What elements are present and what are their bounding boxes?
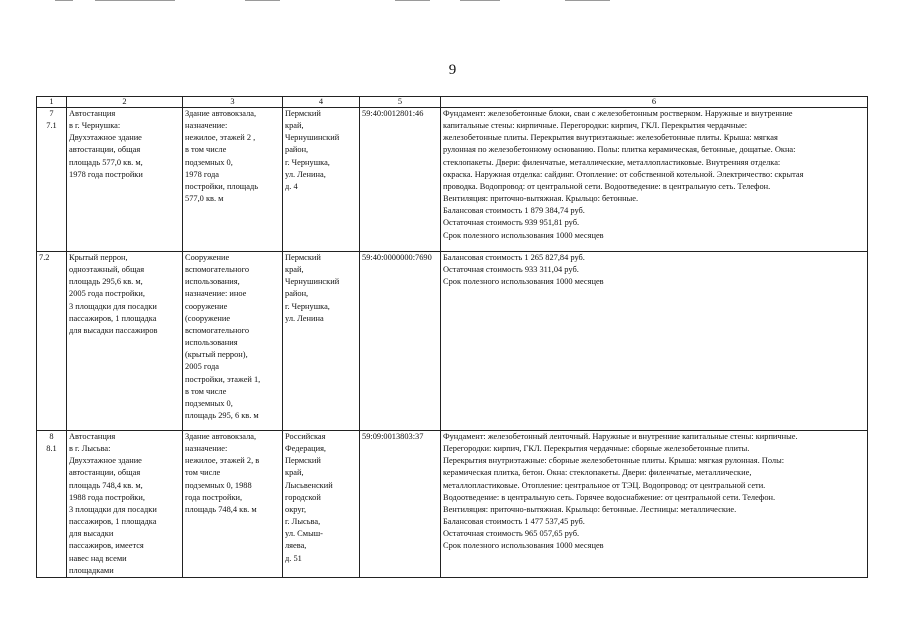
col-header-3: 3 <box>183 97 283 108</box>
top-rule-3 <box>245 0 280 1</box>
cadastral-cell <box>360 252 441 431</box>
address-cell <box>283 108 360 252</box>
cadastral-number: 59:40:0000000:7690 <box>362 253 432 262</box>
col-header-5: 5 <box>360 97 441 108</box>
col-header-2: 2 <box>67 97 183 108</box>
row-number: 7.2 <box>39 253 50 262</box>
row-number-cell <box>37 252 67 431</box>
details-cell <box>441 252 868 431</box>
top-rule-5 <box>460 0 500 1</box>
object-name-cell <box>67 252 183 431</box>
table-row <box>37 108 868 252</box>
cadastral-cell <box>360 108 441 252</box>
address: Пермский край, Чернушинский район, г. Чернушка, ул. Ленина <box>285 253 340 323</box>
details-cell <box>441 431 868 578</box>
address: Пермский край, Чернушинский район, г. Чернушка, ул. Ленина, д. 4 <box>285 109 340 191</box>
object-name-cell <box>67 108 183 252</box>
details: Балансовая стоимость 1 265 827,84 руб. Остаточная стоимость 933 311,04 руб. Срок полезного использования 1000 месяцев <box>443 253 604 287</box>
details-cell <box>441 108 868 252</box>
col-header-1: 1 <box>37 97 67 108</box>
object-type-cell <box>183 108 283 252</box>
table-row <box>37 431 868 578</box>
table-row <box>37 252 868 431</box>
address: Российская Федерация, Пермский край, Лысьвенский городской округ, г. Лысьва, ул. Смыш- ляева, д. 51 <box>285 432 333 563</box>
top-rule-2 <box>95 0 175 1</box>
object-type-cell <box>183 252 283 431</box>
object-type-cell <box>183 431 283 578</box>
object-name: Автостанция в г. Лысьва: Двухэтажное здание автостанции, общая площадь 748,4 кв. м, 1988 года постройки, 3 площадки для посадки пассажиров, 1 площадка для высадки пассажиров, имеется навес над всеми площадками <box>69 432 157 575</box>
col-header-4: 4 <box>283 97 360 108</box>
row-number: 7 7.1 <box>46 109 57 131</box>
object-name: Автостанция в г. Чернушка: Двухэтажное здание автостанции, общая площадь 577,0 кв. м, 1978 года постройки <box>69 109 143 179</box>
top-rule-4 <box>395 0 430 1</box>
page-number: 9 <box>448 62 457 78</box>
cadastral-cell <box>360 431 441 578</box>
top-rule-6 <box>565 0 610 1</box>
object-type: Сооружение вспомогательного использования, назначение: иное сооружение (сооружение вспомогательного использования (крытый перрон), 2005 года постройки, этажей 1, в том числе подземных 0, площадь 295, 6 кв. м <box>185 253 261 421</box>
address-cell <box>283 252 360 431</box>
details: Фундамент: железобетонный ленточный. Наружные и внутренние капитальные стены: кирпичные. Перегородки: кирпич, ГКЛ. Перекрытия чердачные: сборные железобетонные плиты. Перекрытия внутриэтажные: сборные железобетонные плиты. Крыша: мягкая рулонная. Полы: керамическая плитка, бетон. Окна: стеклопакеты. Двери: филенчатые, металлические, металлопластиковые. Отопление: центральное от ТЭЦ. Водопровод: от центральной сети. Водоотведение: в центральную сеть. Горячее водоснабжение: от центральной сети. Телефон. Вентиляция: приточно-вытяжная. Крыльцо: бетонные. Лестницы: металлические. Балансовая стоимость 1 477 537,45 руб. Остаточная стоимость 965 057,65 руб. Срок полезного использования 1000 месяцев <box>443 432 798 551</box>
row-number-cell <box>37 108 67 252</box>
top-rule-1 <box>55 0 73 1</box>
details: Фундамент: железобетонные блоки, сваи с железобетонным ростверком. Наружные и внутренние капитальные стены: кирпичные. Перегородки: кирпич, ГКЛ. Перекрытия чердачные: железобетонные плиты. Перекрытия внутриэтажные: железобетонные плиты. Крыша: мягкая рулонная по железобетонному основанию. Полы: плитка керамическая, бетонные, дощатые. Окна: стеклопакеты. Двери: филенчатые, металлические, металлопластиковые. Внутренняя отделка: окраска. Наружная отделка: сайдинг. Отопление: от собственной котельной. Электричество: скрытая проводка. Водопровод: от центральной сети. Водоотведение: в центральную сеть. Телефон. Вентиляция: приточно-вытяжная. Крыльцо: бетонные. Балансовая стоимость 1 879 384,74 руб. Остаточная стоимость 939 951,81 руб. Срок полезного использования 1000 месяцев <box>443 109 804 240</box>
row-number-cell <box>37 431 67 578</box>
property-table <box>36 96 868 578</box>
object-type: Здание автовокзала, назначение: нежилое, этажей 2, в том числе подземных 0, 1988 года постройки, площадь 748,4 кв. м <box>185 432 260 514</box>
cadastral-number: 59:40:0012801:46 <box>362 109 424 118</box>
cadastral-number: 59:09:0013803:37 <box>362 432 424 441</box>
address-cell <box>283 431 360 578</box>
object-name: Крытый перрон, одноэтажный, общая площадь 295,6 кв. м, 2005 года постройки, 3 площадки для посадки пассажиров, 1 площадка для высадки пассажиров <box>69 253 158 335</box>
header-row <box>37 97 868 108</box>
row-number: 8 8.1 <box>46 432 57 454</box>
col-header-6: 6 <box>441 97 868 108</box>
object-type: Здание автовокзала, назначение: нежилое, этажей 2 , в том числе подземных 0, 1978 года постройки, площадь 577,0 кв. м <box>185 109 259 204</box>
object-name-cell <box>67 431 183 578</box>
